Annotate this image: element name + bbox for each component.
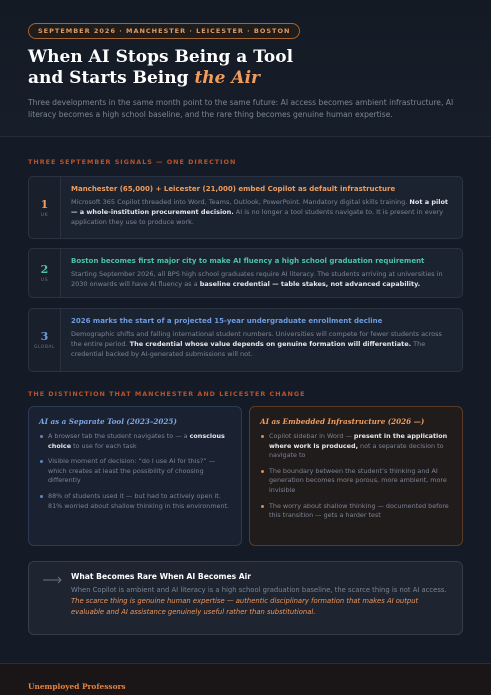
separate-tool-column <box>28 406 242 546</box>
page-title <box>28 47 463 89</box>
hero-header <box>0 0 491 137</box>
arrow-right-icon <box>43 576 63 584</box>
signal-card-1 <box>28 176 463 239</box>
signal-badge <box>29 177 61 238</box>
signals-section-label: THREE SEPTEMBER SIGNALS — ONE DIRECTION <box>28 158 237 166</box>
list-item: The worry about shallow thinking — documented before this transition — gets a harder test <box>260 502 452 521</box>
list-item: 88% of students used it — but had to actively open it. 81% worried about shallow thinking in this environment. <box>39 492 231 511</box>
signal-text: Microsoft 365 Copilot threaded into Word, Teams, Outlook, PowerPoint. Mandatory digital skills training. Not a pilot — a whole-institution procurement decision. AI is no longer a tool students navigate to. It is present in every application they use to produce work. <box>71 198 449 226</box>
embedded-infrastructure-column <box>249 406 463 546</box>
signal-text: Starting September 2026, all BPS high school graduates require AI literacy. The students arriving at universities in 2030 onwards will have AI fluency as a baseline credential — table stakes, not advanced capability. <box>71 270 443 288</box>
callout-text: When Copilot is ambient and AI literacy is a high school graduation baseline, the scarce thing is not AI access. The scarce thing is genuine human expertise — authentic disciplinary formation that makes AI output evaluable and AI assistance genuinely useful rather than substitutional. <box>71 586 447 616</box>
signal-country: UK <box>40 212 49 218</box>
column-title: AI as a Separate Tool (2023–2025) <box>39 417 177 426</box>
list-item: Visible moment of decision: “do I use AI for this?” — which creates at least the possibility of choosing differently <box>39 457 231 486</box>
signal-title: 2026 marks the start of a projected 15-year undergraduate enrollment decline <box>71 317 383 325</box>
callout-title: What Becomes Rare When AI Becomes Air <box>71 572 252 581</box>
location-tag: SEPTEMBER 2026 · MANCHESTER · LEICESTER · BOSTON <box>28 23 300 39</box>
signal-title: Boston becomes first major city to make AI fluency a high school graduation requirement <box>71 257 425 265</box>
title-line-1: When AI Stops Being a Tool <box>28 47 294 67</box>
list-item: Copilot sidebar in Word — present in the application where work is produced, not a separate decision to navigate to <box>260 432 452 461</box>
title-accent: the Air <box>194 68 260 88</box>
list-item: The boundary between the student’s thinking and AI generation becomes more porous, more ambient, more invisible <box>260 467 452 496</box>
signal-title: Manchester (65,000) + Leicester (21,000) embed Copilot as default infrastructure <box>71 185 396 193</box>
signal-number: 1 <box>40 197 49 211</box>
signal-card-3 <box>28 308 463 372</box>
footer-brand[interactable]: Unemployed Professors <box>28 682 126 691</box>
distinction-section-label: THE DISTINCTION THAT MANCHESTER AND LEICESTER CHANGE <box>28 390 306 398</box>
callout-box <box>28 561 463 635</box>
signal-country: US <box>40 278 49 283</box>
column-title: AI as Embedded Infrastructure (2026 —) <box>260 417 425 426</box>
signal-text: Demographic shifts and falling international student numbers. Universities will compete for fewer students across the entire period. The credential whose value depends on genuine formation will differentiate. The credential backed by AI-generated submissions will not. <box>71 330 442 358</box>
signal-badge <box>29 309 61 371</box>
signal-number: 2 <box>40 263 49 276</box>
signal-number: 3 <box>40 330 49 343</box>
list-item: A browser tab the student navigates to — a conscious choice to use for each task <box>39 432 231 451</box>
title-line-2-prefix: and Starts Being <box>28 68 195 88</box>
signal-card-2 <box>28 248 463 298</box>
signal-badge <box>29 249 61 297</box>
footer <box>0 663 491 695</box>
signal-country: GLOBAL <box>33 345 56 350</box>
page-subtitle: Three developments in the same month point to the same future: AI access becomes ambient infrastructure, AI literacy becomes a high school baseline, and the rare thing becomes genuine human expertise. <box>28 98 454 119</box>
